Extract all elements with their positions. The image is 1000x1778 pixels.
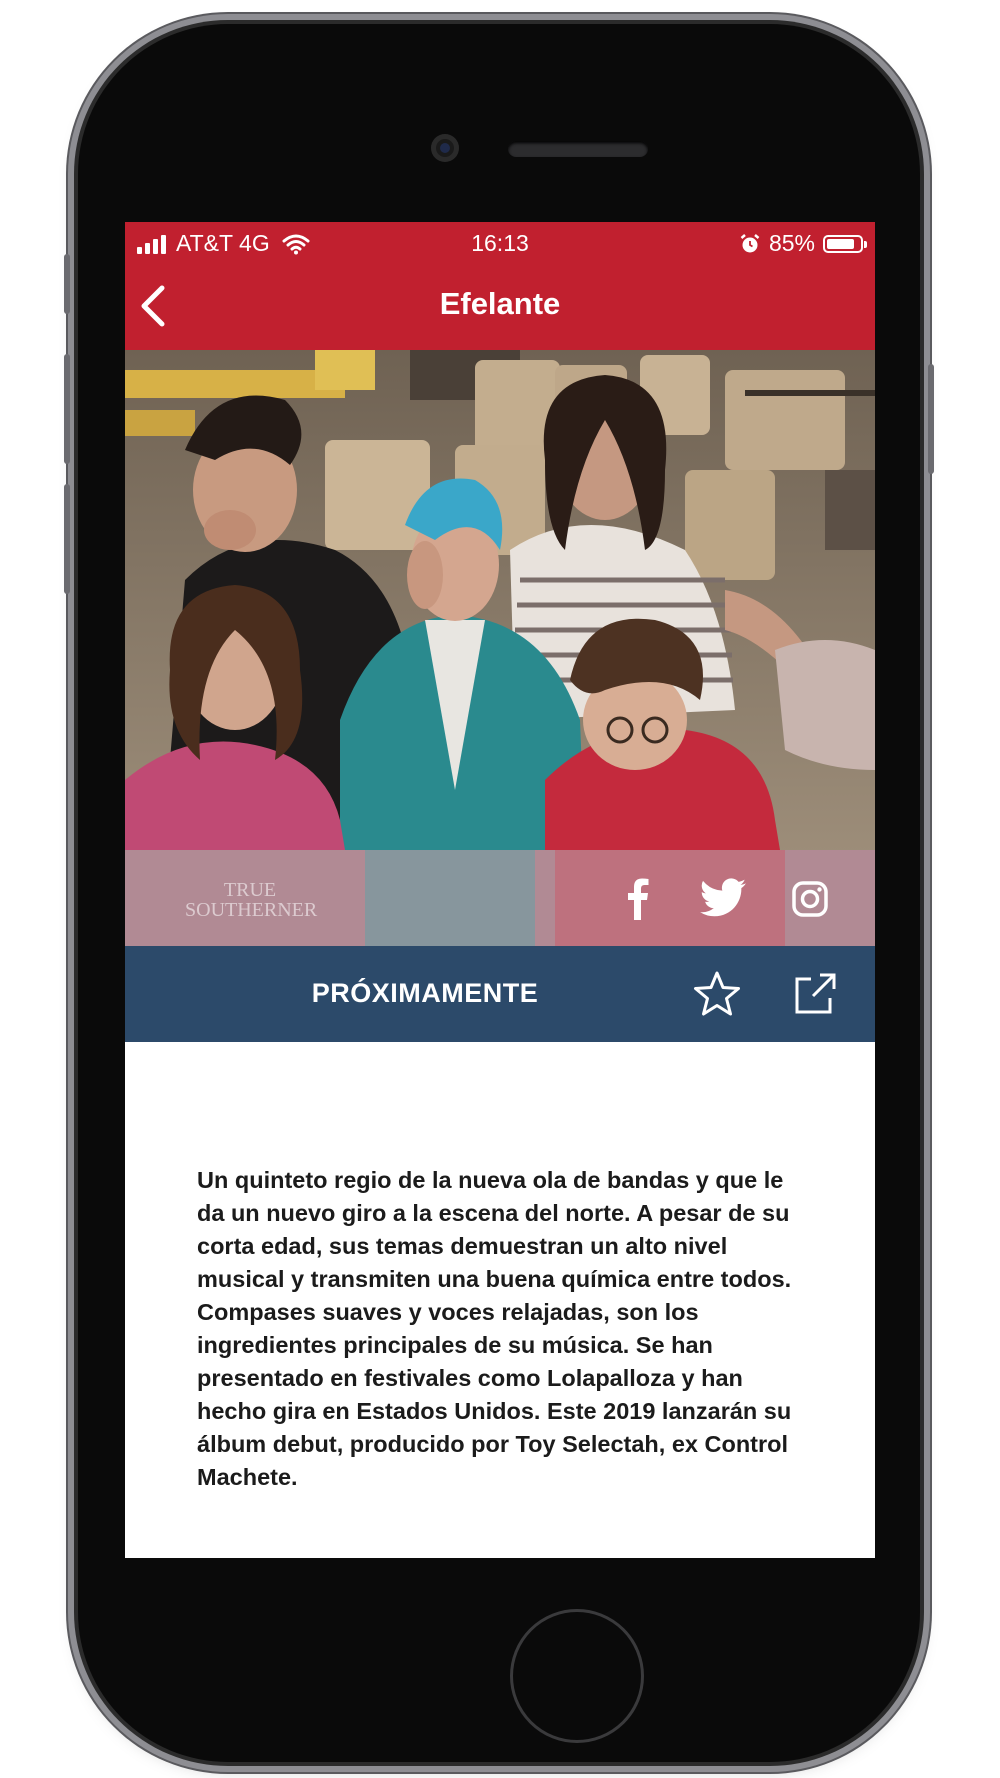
power-button <box>928 364 934 474</box>
status-right <box>739 230 863 257</box>
page-title: Efelante <box>439 286 561 321</box>
volume-down-button <box>64 484 70 594</box>
overlay-text: TRUE SOUTHERNER <box>185 879 318 921</box>
navigation-bar <box>125 262 875 350</box>
battery-fill <box>827 239 854 249</box>
facebook-icon <box>613 874 663 924</box>
status-time: 16:13 <box>471 230 529 256</box>
battery-percent: 85% <box>768 230 815 256</box>
action-bar <box>125 946 875 1042</box>
battery-icon <box>823 235 863 253</box>
social-links-bar <box>125 850 875 946</box>
earpiece-speaker <box>508 141 648 157</box>
instagram-icon <box>785 874 835 924</box>
volume-up-button <box>64 354 70 464</box>
status-bar <box>125 222 875 262</box>
facebook-button[interactable] <box>613 874 663 924</box>
favorite-button[interactable] <box>691 968 743 1020</box>
star-icon <box>691 968 743 1020</box>
twitter-icon <box>698 874 748 924</box>
instagram-button[interactable] <box>785 874 835 924</box>
front-camera <box>431 134 459 162</box>
twitter-button[interactable] <box>698 874 748 924</box>
share-icon <box>789 968 841 1020</box>
alarm-icon <box>739 233 761 255</box>
home-button[interactable] <box>510 1609 644 1743</box>
mute-switch <box>64 254 70 314</box>
band-photo <box>125 350 875 946</box>
share-button[interactable] <box>789 968 841 1020</box>
band-description: Un quinteto regio de la nueva ola de bandas y que le da un nuevo giro a la escena del norte. A pesar de su corta edad, sus temas demuestran un alto nivel musical y transmiten una buena química entre todos. Compases suaves y voces relajadas, son los ingredientes principales de su música. Se han presentado en festivales como Lolapalloza y han hecho gira en Estados Unidos. Este 2019 lanzarán su álbum debut, producido por Toy Selectah, ex Control Machete. <box>197 1167 792 1490</box>
app-screen <box>125 222 875 1558</box>
carrier-label: AT&T 4G <box>176 230 270 256</box>
status-label: PRÓXIMAMENTE <box>311 978 539 1008</box>
